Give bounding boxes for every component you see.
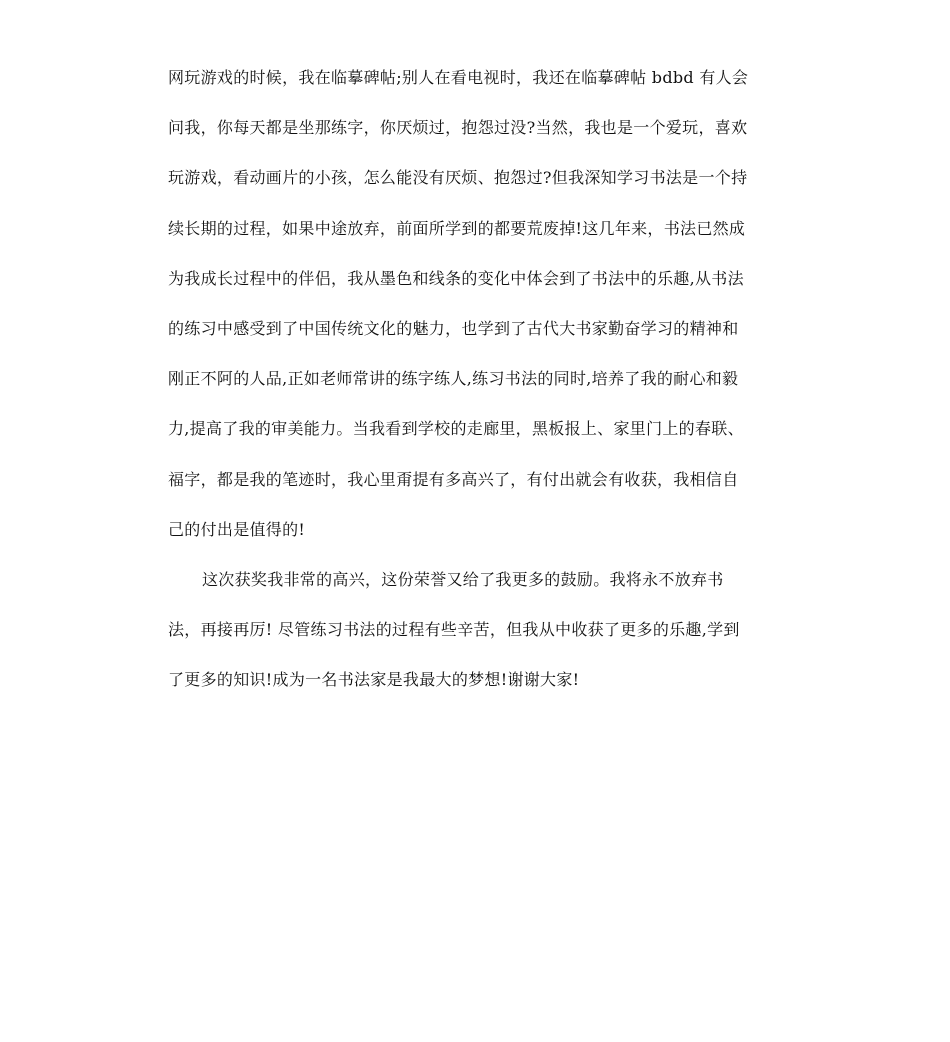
text-line: 的练习中感受到了中国传统文化的魅力，也学到了古代大书家勤奋学习的精神和	[168, 318, 739, 338]
text-line: 力,提高了我的审美能力。当我看到学校的走廊里，黑板报上、家里门上的春联、	[168, 419, 744, 439]
text-line: 问我，你每天都是坐那练字，你厌烦过，抱怨过没?当然，我也是一个爱玩，喜欢	[168, 118, 748, 138]
text-line: 己的付出是值得的!	[168, 519, 306, 539]
text-line: 续长期的过程，如果中途放弃，前面所学到的都要荒废掉!这几年来，书法已然成	[168, 218, 746, 238]
text-line: 福字，都是我的笔迹时，我心里甭提有多高兴了，有付出就会有收获，我相信自	[168, 469, 739, 489]
text-line: 刚正不阿的人品,正如老师常讲的练字练人,练习书法的同时,培养了我的耐心和毅	[168, 369, 739, 389]
paragraph-1	[168, 53, 788, 555]
text-line: 法，再接再厉! 尽管练习书法的过程有些辛苦，但我从中收获了更多的乐趣,学到	[168, 620, 740, 640]
text-line: 为我成长过程中的伴侣，我从墨色和线条的变化中体会到了书法中的乐趣,从书法	[168, 268, 744, 288]
text-line: 网玩游戏的时候，我在临摹碑帖;别人在看电视时，我还在临摹碑帖 bdbd 有人会	[168, 68, 749, 87]
text-line: 这次获奖我非常的高兴，这份荣誉又给了我更多的鼓励。我将永不放弃书	[202, 570, 724, 589]
text-line: 玩游戏，看动画片的小孩，怎么能没有厌烦、抱怨过?但我深知学习书法是一个持	[168, 168, 748, 188]
paragraph-2	[168, 555, 788, 706]
text-line: 了更多的知识!成为一名书法家是我最大的梦想!谢谢大家!	[168, 670, 580, 690]
